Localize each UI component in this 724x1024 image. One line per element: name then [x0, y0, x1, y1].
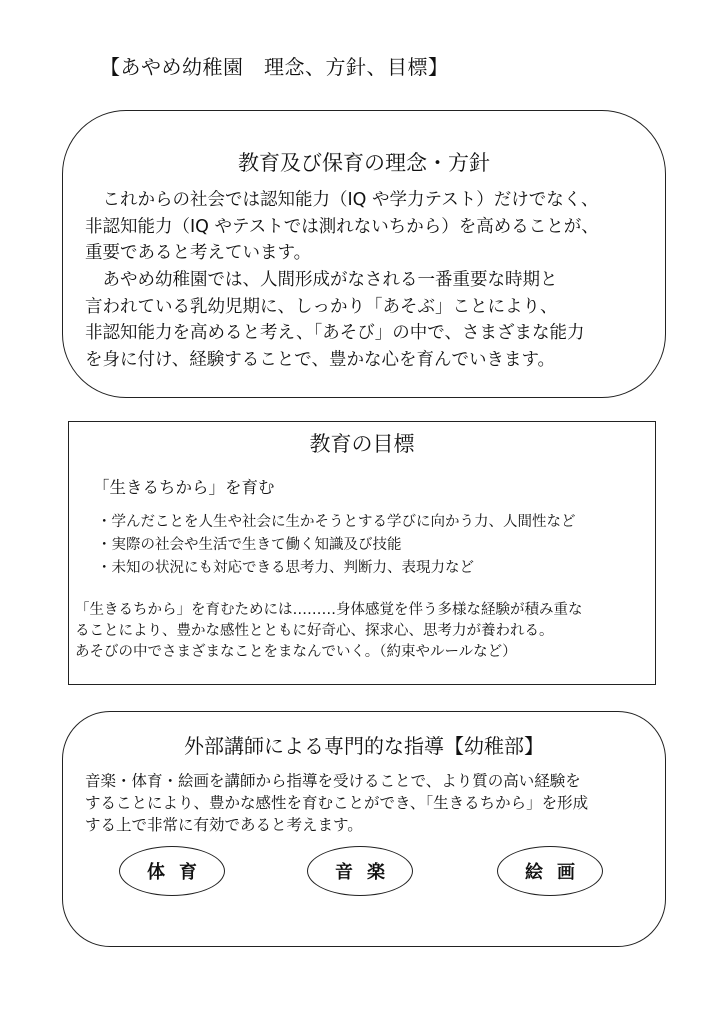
text-line: ることにより、豊かな感性とともに好奇心、探求心、思考力が養われる。: [75, 623, 554, 639]
list-item: ・実際の社会や生活で生きて働く知識及び技能: [97, 537, 402, 553]
page-title: 【あやめ幼稚園 理念、方針、目標】: [100, 55, 449, 79]
text-line: 重要であると考えています。: [85, 243, 312, 263]
goals-title: 教育の目標: [309, 432, 415, 456]
instruction-section: [62, 711, 666, 947]
philosophy-paragraph-1: [85, 187, 645, 267]
text-line: 言われている乳幼児期に、しっかり「あそぶ」ことにより、: [85, 296, 558, 317]
philosophy-paragraph-2: [85, 267, 645, 373]
goals-section: [68, 421, 656, 685]
text-line: あやめ幼稚園では、人間形成がなされる一番重要な時期と: [85, 270, 558, 290]
goals-list: [97, 511, 576, 580]
text-line: を身に付け、経験することで、豊かな心を育んでいきます。: [85, 349, 556, 370]
text-line: 音楽・体育・絵画を講師から指導を受けることで、より質の高い経験を: [85, 772, 581, 790]
list-item: ・学んだことを人生や社会に生かそうとする学びに向かう力、人間性など: [97, 514, 576, 530]
text-line: することにより、豊かな感性を育むことができ、「生きるちから」を形成: [85, 794, 589, 812]
philosophy-title: 教育及び保育の理念・方針: [238, 151, 490, 175]
subject-art-badge: 絵画: [497, 846, 603, 896]
instruction-title: 外部講師による専門的な指導【幼稚部】: [184, 734, 544, 758]
text-line: あそびの中でさまざまなことをまなんでいく。（約束やルールなど）: [75, 644, 517, 660]
list-item: ・未知の状況にも対応できる思考力、判断力、表現力など: [97, 560, 474, 576]
instruction-paragraph: [85, 770, 649, 836]
subject-pe-badge: 体育: [119, 846, 225, 896]
text-line: これからの社会では認知能力（IQ や学力テスト）だけでなく、: [85, 190, 599, 210]
text-line: する上で非常に有効であると考えます。: [85, 816, 363, 834]
text-line: 「生きるちから」を育むためには………身体感覚を伴う多様な経験が積み重な: [75, 602, 583, 618]
goals-note: [75, 600, 653, 663]
goals-subhead: 「生きるちから」を育む: [93, 478, 275, 497]
text-line: 非認知能力を高めると考え、「あそび」の中で、さまざまな能力: [85, 323, 585, 343]
subject-music-badge: 音楽: [307, 846, 413, 896]
text-line: 非認知能力（IQ やテストでは測れないちから）を高めることが、: [85, 216, 599, 237]
philosophy-section: [62, 110, 666, 398]
